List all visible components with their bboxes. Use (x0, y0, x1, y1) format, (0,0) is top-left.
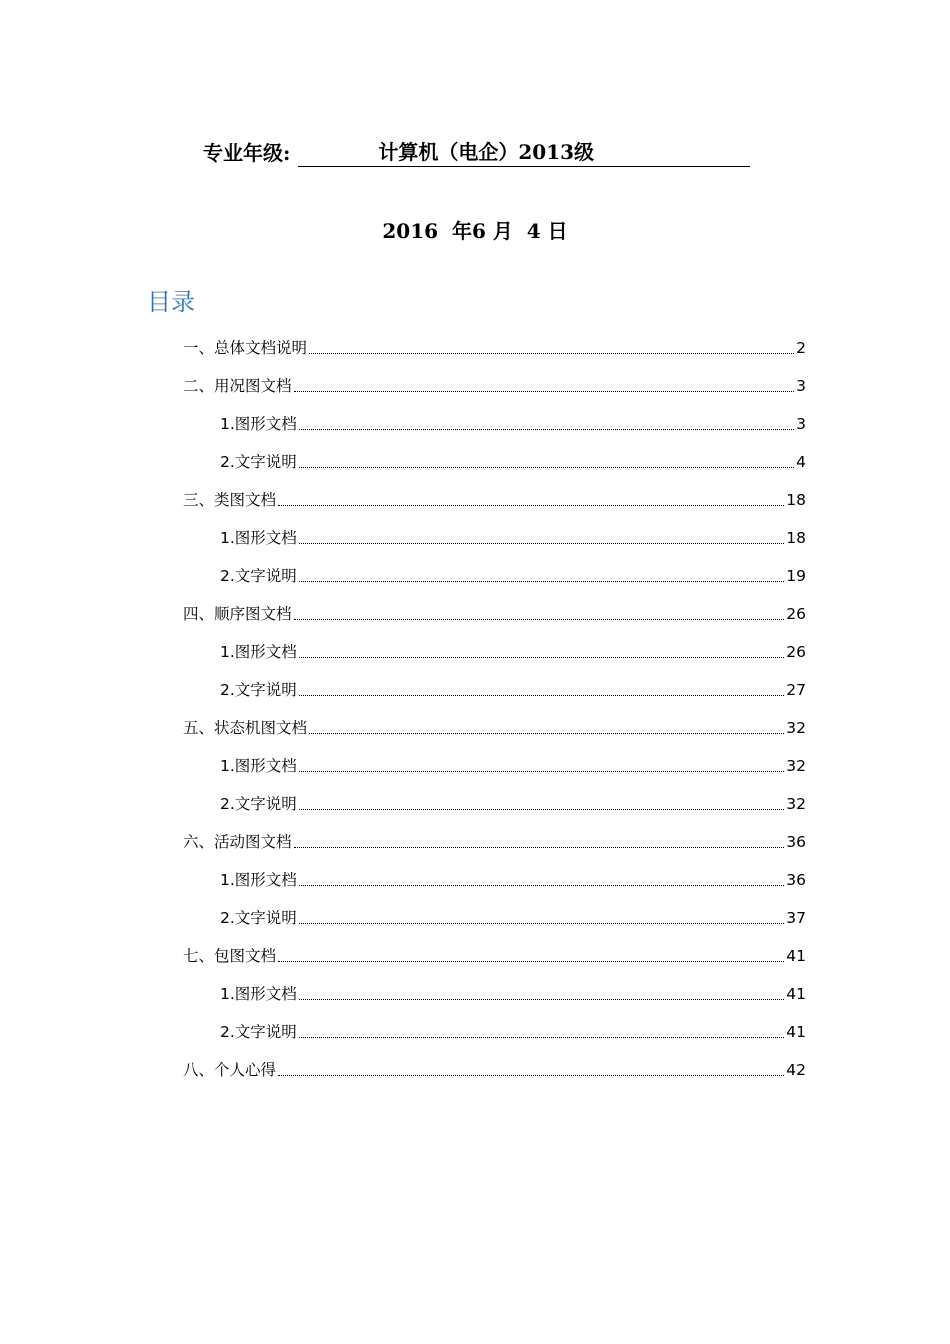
toc-entry-page-number: 37 (786, 909, 806, 927)
toc-dot-leader (299, 922, 784, 924)
toc-entry-page-number: 26 (786, 643, 806, 661)
toc-dot-leader (299, 1036, 784, 1038)
toc-entry-page-number: 18 (786, 491, 806, 509)
toc-entry[interactable] (183, 330, 806, 358)
toc-dot-leader (299, 580, 784, 582)
toc-dot-leader (309, 352, 794, 354)
toc-entry-page-number: 2 (796, 339, 806, 357)
toc-entry-title: 六、活动图文档 (183, 833, 292, 851)
toc-entry-title: 1.图形文档 (220, 643, 297, 661)
toc-entry[interactable] (183, 482, 806, 510)
document-date: 2016 年6 月 4 日 (382, 219, 568, 243)
major-grade-label: 专业年级: (203, 141, 291, 165)
toc-entry[interactable] (183, 710, 806, 738)
toc-entry-page-number: 41 (786, 947, 806, 965)
toc-entry-title: 八、个人心得 (183, 1061, 277, 1079)
toc-entry-page-number: 18 (786, 529, 806, 547)
toc-entry-title: 2.文字说明 (220, 1023, 297, 1041)
toc-entry-page-number: 27 (786, 681, 806, 699)
toc-dot-leader (294, 846, 785, 848)
toc-entry[interactable] (220, 976, 806, 1004)
toc-entry-title: 二、用况图文档 (183, 377, 292, 395)
toc-entry-page-number: 26 (786, 605, 806, 623)
toc-dot-leader (299, 884, 784, 886)
toc-entry-page-number: 41 (786, 985, 806, 1003)
toc-entry[interactable] (183, 1052, 806, 1080)
toc-entry[interactable] (220, 748, 806, 776)
toc-entry[interactable] (183, 824, 806, 852)
toc-dot-leader (299, 770, 784, 772)
toc-entry-title: 三、类图文档 (183, 491, 277, 509)
toc-entry-title: 2.文字说明 (220, 453, 297, 471)
toc-heading: 目录 (147, 288, 195, 316)
toc-dot-leader (294, 390, 795, 392)
toc-dot-leader (278, 960, 784, 962)
toc-entry-page-number: 19 (786, 567, 806, 585)
toc-entry-title: 七、包图文档 (183, 947, 277, 965)
toc-entry-page-number: 3 (796, 377, 806, 395)
toc-entry[interactable] (220, 900, 806, 928)
toc-dot-leader (299, 694, 784, 696)
toc-entry-page-number: 41 (786, 1023, 806, 1041)
toc-entry-title: 一、总体文档说明 (183, 339, 308, 357)
toc-dot-leader (278, 1074, 784, 1076)
toc-dot-leader (299, 428, 794, 430)
toc-entry-page-number: 4 (796, 453, 806, 471)
toc-entry-page-number: 32 (786, 795, 806, 813)
toc-entry[interactable] (220, 786, 806, 814)
toc-entry[interactable] (220, 406, 806, 434)
toc-entry-page-number: 32 (786, 757, 806, 775)
toc-entry-title: 2.文字说明 (220, 567, 297, 585)
toc-entry-title: 2.文字说明 (220, 681, 297, 699)
toc-entry-page-number: 42 (786, 1061, 806, 1079)
toc-entry-title: 2.文字说明 (220, 795, 297, 813)
toc-dot-leader (299, 998, 784, 1000)
toc-entry[interactable] (183, 368, 806, 396)
toc-entry-title: 四、顺序图文档 (183, 605, 292, 623)
major-grade-line (203, 138, 750, 168)
toc-entry[interactable] (220, 634, 806, 662)
toc-dot-leader (299, 808, 784, 810)
toc-entry[interactable] (183, 938, 806, 966)
toc-dot-leader (299, 542, 784, 544)
toc-entry-page-number: 36 (786, 871, 806, 889)
toc-entry-page-number: 36 (786, 833, 806, 851)
toc-entry-title: 2.文字说明 (220, 909, 297, 927)
toc-entry[interactable] (220, 1014, 806, 1042)
toc-entry-title: 1.图形文档 (220, 985, 297, 1003)
toc-entry-title: 1.图形文档 (220, 871, 297, 889)
toc-entry[interactable] (183, 596, 806, 624)
major-grade-value: 计算机（电企）2013级 (298, 138, 750, 167)
toc-entry-title: 五、状态机图文档 (183, 719, 308, 737)
toc-dot-leader (309, 732, 784, 734)
toc-entry[interactable] (220, 558, 806, 586)
toc-entry[interactable] (220, 672, 806, 700)
toc-dot-leader (278, 504, 784, 506)
toc-entry-title: 1.图形文档 (220, 529, 297, 547)
toc-entry[interactable] (220, 520, 806, 548)
toc-entry[interactable] (220, 862, 806, 890)
toc-dot-leader (299, 466, 794, 468)
toc-dot-leader (299, 656, 784, 658)
toc-entry-page-number: 3 (796, 415, 806, 433)
toc-entry-page-number: 32 (786, 719, 806, 737)
toc-dot-leader (294, 618, 785, 620)
toc-entry-title: 1.图形文档 (220, 757, 297, 775)
toc-entry-title: 1.图形文档 (220, 415, 297, 433)
toc-entry[interactable] (220, 444, 806, 472)
